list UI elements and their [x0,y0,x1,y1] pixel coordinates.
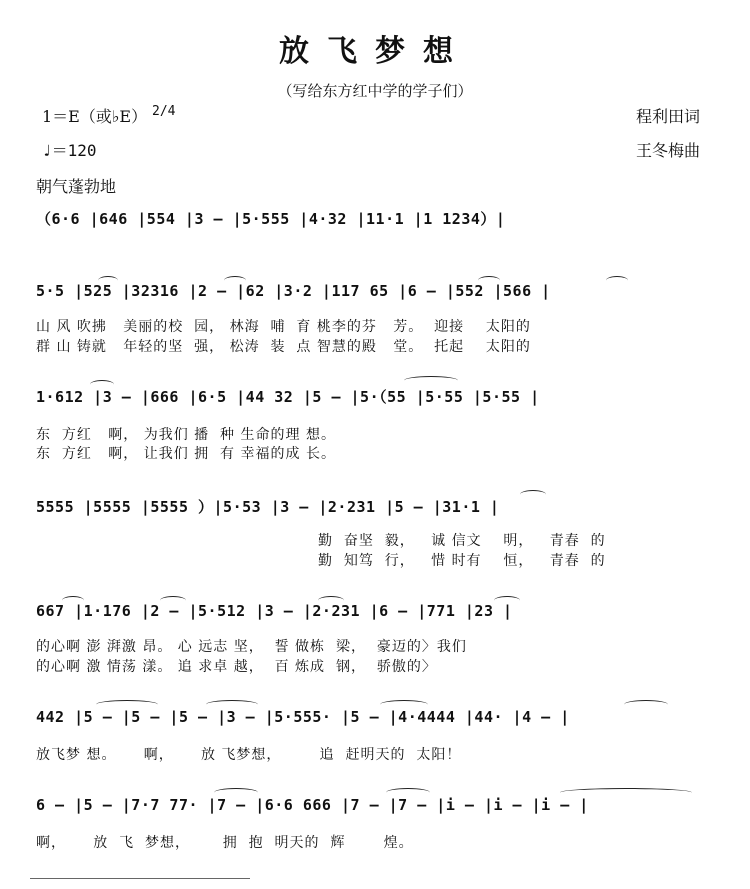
slur-mark [560,788,692,797]
score-line-5-lyrics-verse-1: 的心啊 澎 湃激 昂。 心 远志 坚， 誓 做栋 梁， 豪迈的〉我们 [36,639,467,655]
slur-mark [98,276,118,285]
slur-mark [214,788,258,797]
slur-mark [96,700,158,709]
score-line-1-notes: （6·6 |646 |554 |3 — |5·555 |4·32 |11·1 |1 1234）| [36,210,506,228]
slur-mark [62,596,84,605]
slur-mark [478,276,500,285]
score-line-2-lyrics-verse-1: 山 风 吹拂 美丽的校 园， 林海 哺 育 桃李的芬 芳。 迎接 太阳的 [36,319,531,335]
slur-mark [224,276,246,285]
slur-mark [90,380,114,389]
page-cutoff-edge [30,878,250,889]
score-line-2-lyrics-verse-2: 群 山 铸就 年轻的坚 强， 松涛 装 点 智慧的殿 堂。 托起 太阳的 [36,339,531,355]
score-line-7-notes: 6 — |5 — |7·7 77· |7 — |6·6 666 |7 — |7 — |i — |i — |i — | [36,796,589,814]
song-subtitle: （写给东方红中学的学子们） [277,82,473,100]
score-line-6-lyrics: 放飞梦 想。 啊， 放 飞梦想， 追 赶明天的 太阳！ [36,747,462,763]
slur-mark [206,700,258,709]
score-line-4-lyrics-verse-1: 勤 奋坚 毅， 诚 信文 明， 青春 的 [318,533,606,549]
score-line-3-notes: 1·612 |3 — |666 |6·5 |44 32 |5 — |5·（55 |5·55 |5·55 | [36,388,540,406]
slur-mark [380,700,428,709]
slur-mark [386,788,430,797]
score-line-2-notes: 5·5 |525 |32316 |2 — |62 |3·2 |117 65 |6 — |552 |566 | [36,282,551,300]
slur-mark [404,376,458,385]
slur-mark [624,700,668,709]
score-line-7-lyrics: 啊， 放 飞 梦想， 拥 抱 明天的 辉 煌。 [36,835,414,851]
composer-credit: 王冬梅曲 [636,141,701,160]
lyricist-credit: 程利田词 [636,107,701,126]
slur-mark [606,276,628,285]
expression-marking: 朝气蓬勃地 [36,177,117,196]
score-line-4-lyrics-verse-2: 勤 知笃 行， 惜 时有 恒， 青春 的 [318,553,606,569]
slur-mark [318,596,344,605]
slur-mark [160,596,186,605]
score-line-5-lyrics-verse-2: 的心啊 激 情荡 漾。 追 求卓 越， 百 炼成 钢， 骄傲的〉 [36,659,437,675]
slur-mark [494,596,520,605]
score-line-4-notes: 5555 |5555 |5555 ）|5·53 |3 — |2·231 |5 — |31·1 | [36,498,500,516]
score-line-6-notes: 442 |5 — |5 — |5 — |3 — |5·555· |5 — |4·4444 |44· |4 — | [36,708,570,726]
tempo-marking: ♩＝120 [42,141,97,160]
time-signature: 2/4 [152,104,176,119]
slur-mark [520,490,546,499]
song-title: 放飞梦想 [279,34,471,69]
score-line-3-lyrics-verse-2: 东 方红 啊， 让我们 拥 有 幸福的成 长。 [36,446,336,462]
score-line-3-lyrics-verse-1: 东 方红 啊， 为我们 播 种 生命的理 想。 [36,427,336,443]
score-line-5-notes: 667 |1·176 |2 — |5·512 |3 — |2·231 |6 — |771 |23 | [36,602,513,620]
key-signature: 1＝E（或♭E） [42,107,148,126]
